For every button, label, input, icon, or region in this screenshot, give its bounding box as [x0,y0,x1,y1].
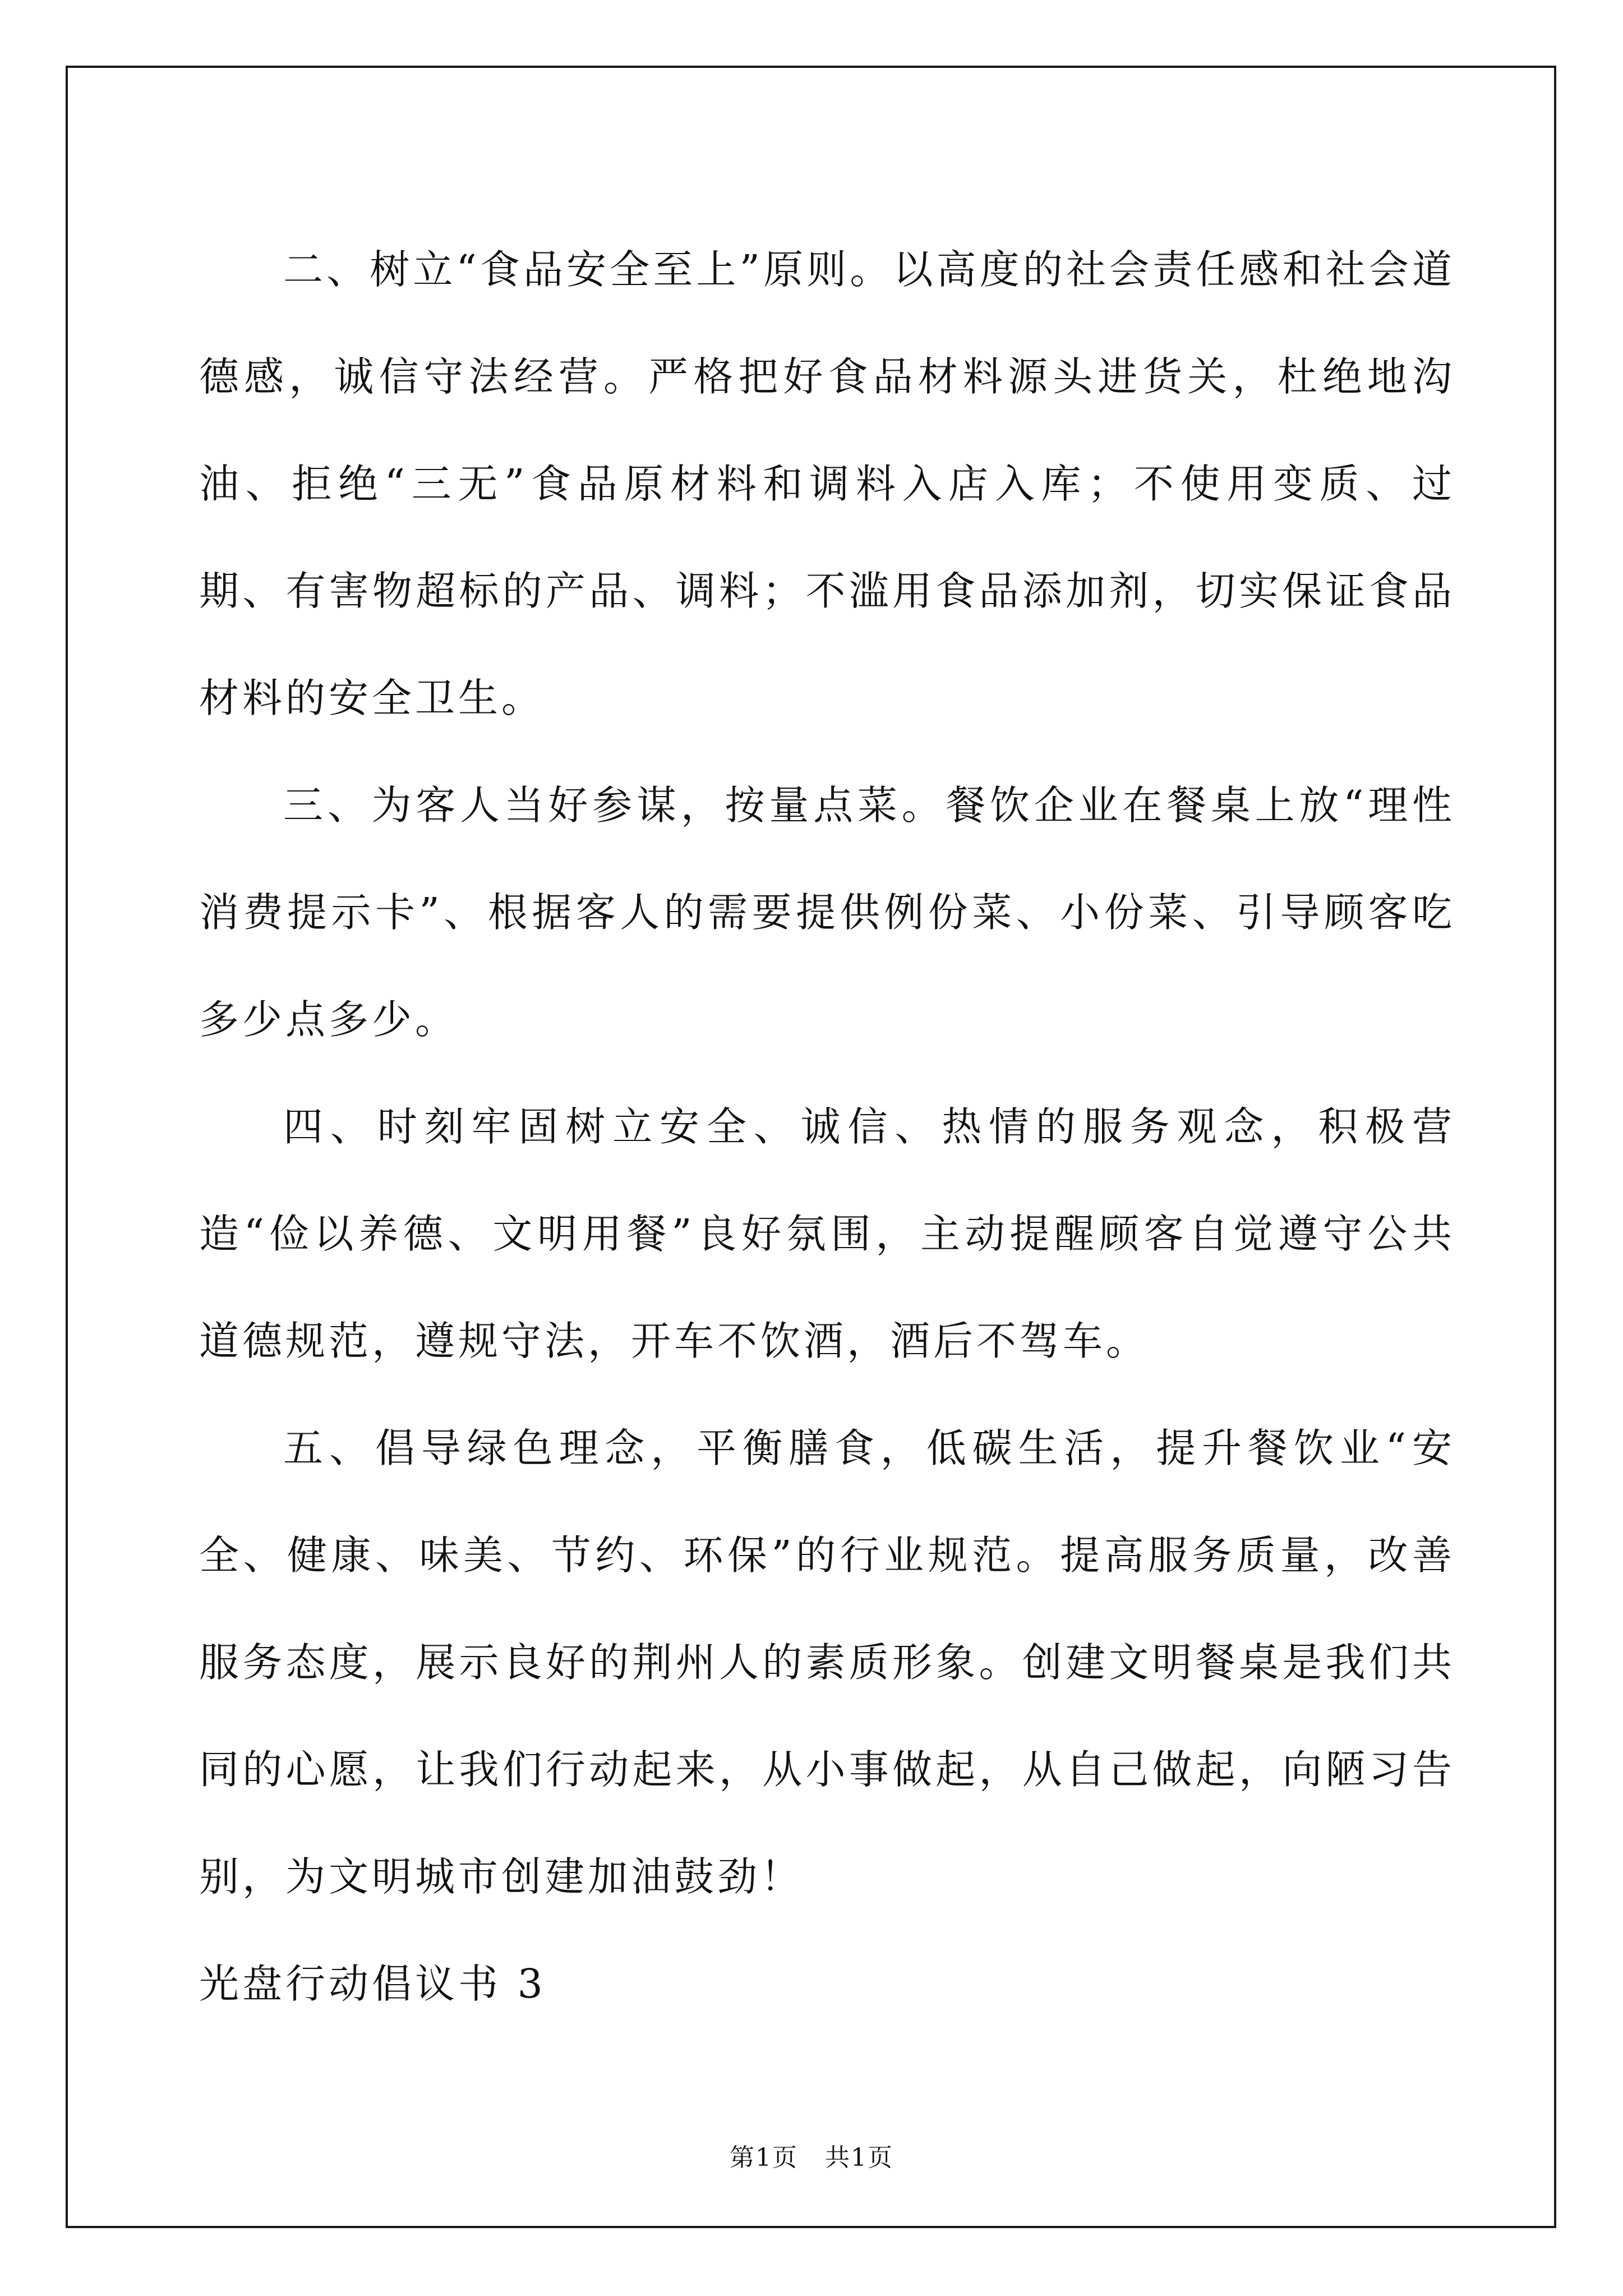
page-total: 共1页 [824,2143,893,2172]
document-body [199,216,1455,2037]
paragraph-principle-4: 四、时刻牢固树立安全、诚信、热情的服务观念，积极营造“俭以养德、文明用餐”良好氛围，主动提醒顾客自觉遵守公共道德规范，遵规守法，开车不饮酒，酒后不驾车。 [199,1103,1455,1364]
paragraph-principle-2: 二、树立“食品安全至上”原则。以高度的社会责任感和社会道德感，诚信守法经营。严格把好食品材料源头进货关，杜绝地沟油、拒绝“三无”食品原材料和调料入店入库；不使用变质、过期、有害物超标的产品、调料；不滥用食品添加剂，切实保证食品材料的安全卫生。 [199,246,1455,721]
section-heading: 光盘行动倡议书 3 [199,1961,546,2007]
paragraph-principle-3: 三、为客人当好参谋，按量点菜。餐饮企业在餐桌上放“理性消费提示卡”、根据客人的需要提供例份菜、小份菜、引导顾客吃多少点多少。 [199,782,1455,1043]
paragraph-principle-5: 五、倡导绿色理念，平衡膳食，低碳生活，提升餐饮业“安全、健康、味美、节约、环保”的行业规范。提高服务质量，改善服务态度，展示良好的荆州人的素质形象。创建文明餐桌是我们共同的心愿，让我们行动起来，从小事做起，从自己做起，向陋习告别，为文明城市创建加油鼓劲！ [199,1425,1455,1900]
page-number: 第1页 [730,2143,799,2172]
page-footer [0,2137,1623,2173]
